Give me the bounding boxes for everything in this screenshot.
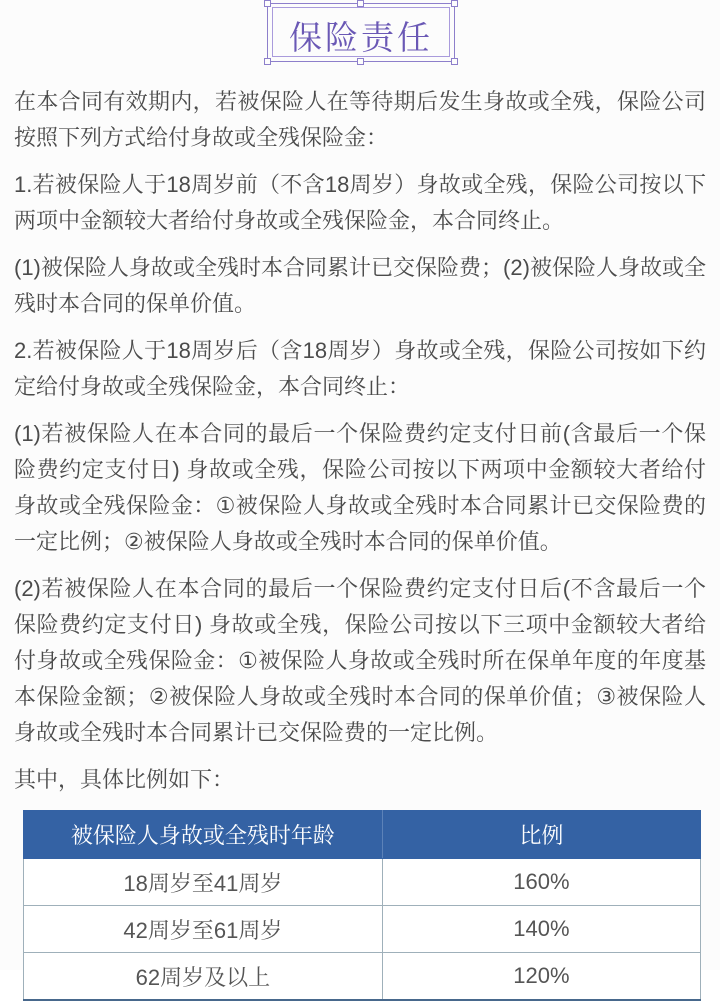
paragraph-table-intro: 其中，具体比例如下： <box>14 767 235 792</box>
table-row <box>24 859 701 906</box>
resize-handle-top-right <box>451 0 458 7</box>
ratio-table <box>23 810 701 1001</box>
table-header-age: 被保险人身故或全残时年龄 <box>24 811 383 859</box>
paragraph-clause-2: 2.若被保险人于18周岁后（含18周岁）身故或全残，保险公司按如下约定给付身故或全残保险金，本合同终止： <box>14 338 706 399</box>
page-title: 保险责任 <box>289 19 433 56</box>
paragraph-clause-2-2: (2)若被保险人在本合同的最后一个保险费约定支付日后(不含最后一个保险费约定支付日) 身故或全残，保险公司按以下三项中金额较大者给付身故或全残保险金：①被保险人身故或全残时所在保单年度的年度基本保险金额；②被保险人身故或全残时本合同的保单价值；③被保险人身故或全残时本合同累计已交保险费的一定比例。 <box>14 576 706 745</box>
ratio-cell: 160% <box>382 859 700 906</box>
paragraph-intro: 在本合同有效期内，若被保险人在等待期后发生身故或全残，保险公司按照下列方式给付身故或全残保险金： <box>14 89 706 150</box>
age-range-cell: 42周岁至61周岁 <box>24 906 383 953</box>
resize-handle-top-left <box>264 0 271 7</box>
age-range-cell: 18周岁至41周岁 <box>24 859 383 906</box>
table-header-ratio: 比例 <box>382 811 700 859</box>
table-row <box>24 906 701 953</box>
table-row <box>24 953 701 1001</box>
ratio-cell: 140% <box>382 906 700 953</box>
title-frame <box>267 3 455 62</box>
ratio-cell: 120% <box>382 953 700 1001</box>
resize-handle-top-middle <box>357 0 364 7</box>
table-header-row <box>24 811 701 859</box>
clause-body <box>0 64 720 1001</box>
age-range-cell: 62周岁及以上 <box>24 953 383 1001</box>
paragraph-clause-1: 1.若被保险人于18周岁前（不含18周岁）身故或全残，保险公司按以下两项中金额较大者给付身故或全残保险金，本合同终止。 <box>14 172 706 233</box>
paragraph-clause-2-1: (1)若被保险人在本合同的最后一个保险费约定支付日前(含最后一个保险费约定支付日) 身故或全残，保险公司按以下两项中金额较大者给付身故或全残保险金：①被保险人身故或全残时本合同累计已交保险费的一定比例；②被保险人身故或全残时本合同的保单价值。 <box>14 421 706 554</box>
paragraph-clause-1-items: (1)被保险人身故或全残时本合同累计已交保险费；(2)被保险人身故或全残时本合同的保单价值。 <box>14 255 706 316</box>
